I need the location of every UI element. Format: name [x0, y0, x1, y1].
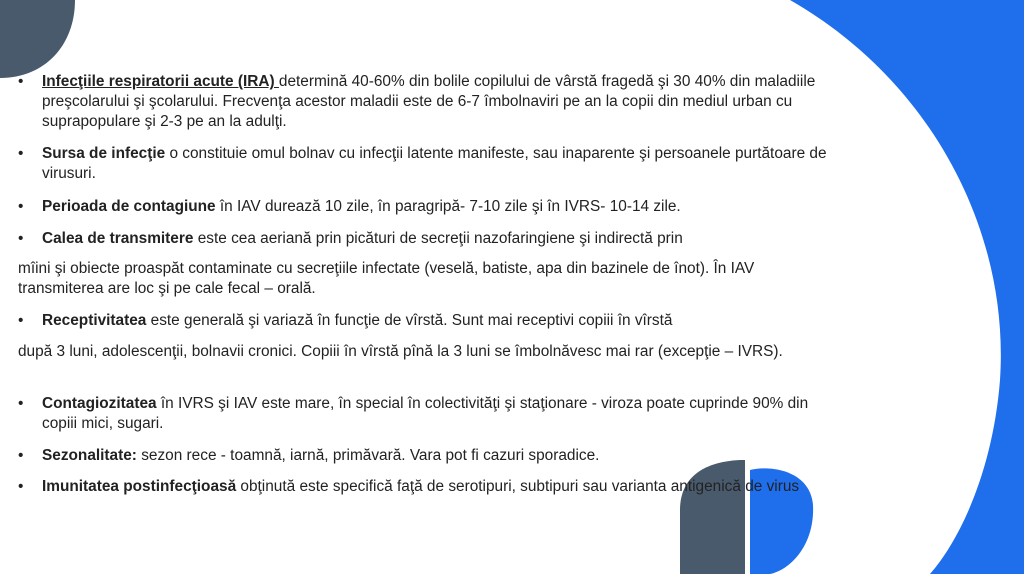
- list-item: [18, 394, 838, 434]
- item-text: în IAV durează 10 zile, în paragripă- 7-10 zile şi în IVRS- 10-14 zile.: [215, 198, 681, 215]
- item-text: determină 40-60% din bolile copilului de vârstă fragedă şi 30 40% din maladiile preşcolarului şi şcolarului. Frecvenţa acestor maladii este de 6-7 îmbolnaviri pe an la copii din mediul urban cu suprapopulare şi 2-3 pe an la adulţi.: [42, 73, 816, 130]
- item-term: Infecţiile respiratorii acute (IRA): [42, 73, 279, 90]
- item-continuation: mîini şi obiecte proaspăt contaminate cu secreţiile infectate (veselă, batiste, apa din bazinele de înot). În IAV transmiterea are loc şi pe cale fecal – orală.: [18, 260, 755, 297]
- bullet-dot: •: [18, 145, 24, 162]
- bullet-dot: •: [18, 312, 24, 329]
- item-term: Imunitatea postinfecţioasă: [42, 478, 237, 495]
- item-term: Perioada de contagiune: [42, 198, 216, 215]
- bullet-dot: •: [18, 478, 24, 495]
- item-term: Sursa de infecţie: [42, 145, 166, 162]
- item-term: Contagiozitatea: [42, 395, 157, 412]
- list-item: [18, 144, 838, 184]
- item-term: Sezonalitate:: [42, 447, 137, 464]
- item-text: este generală şi variază în funcţie de vîrstă. Sunt mai receptivi copiii în vîrstă: [146, 312, 673, 329]
- item-text: este cea aeriană prin picături de secreţii nazofaringiene şi indirectă prin: [193, 230, 683, 247]
- item-term: Calea de transmitere: [42, 230, 194, 247]
- list-item: [18, 477, 838, 497]
- item-text: sezon rece - toamnă, iarnă, primăvară. Vara pot fi cazuri sporadice.: [136, 447, 600, 464]
- item-continuation: după 3 luni, adolescenţii, bolnavii cronici. Copiii în vîrstă pînă la 3 luni se îmbolnăvesc mai rar (excepţie – IVRS).: [18, 343, 783, 360]
- list-item: [18, 229, 838, 249]
- bullet-dot: •: [18, 198, 24, 215]
- bullet-dot: •: [18, 395, 24, 412]
- item-term: Receptivitatea: [42, 312, 147, 329]
- item-text: în IVRS şi IAV este mare, în special în colectivităţi şi staţionare - viroza poate cuprinde 90% din copiii mici, sugari.: [42, 395, 809, 432]
- bullet-dot: •: [18, 230, 24, 247]
- bullet-dot: •: [18, 73, 24, 90]
- item-text: obţinută este specifică faţă de serotipuri, subtipuri sau varianta antigenică de virus: [236, 478, 800, 495]
- bullet-dot: •: [18, 447, 24, 464]
- list-item: [18, 446, 838, 466]
- list-item: [18, 197, 838, 217]
- list-item: [18, 72, 838, 132]
- list-item: [18, 311, 838, 331]
- item-text: o constituie omul bolnav cu infecţii latente manifeste, sau inaparente şi persoanele purtătoare de virusuri.: [42, 145, 827, 182]
